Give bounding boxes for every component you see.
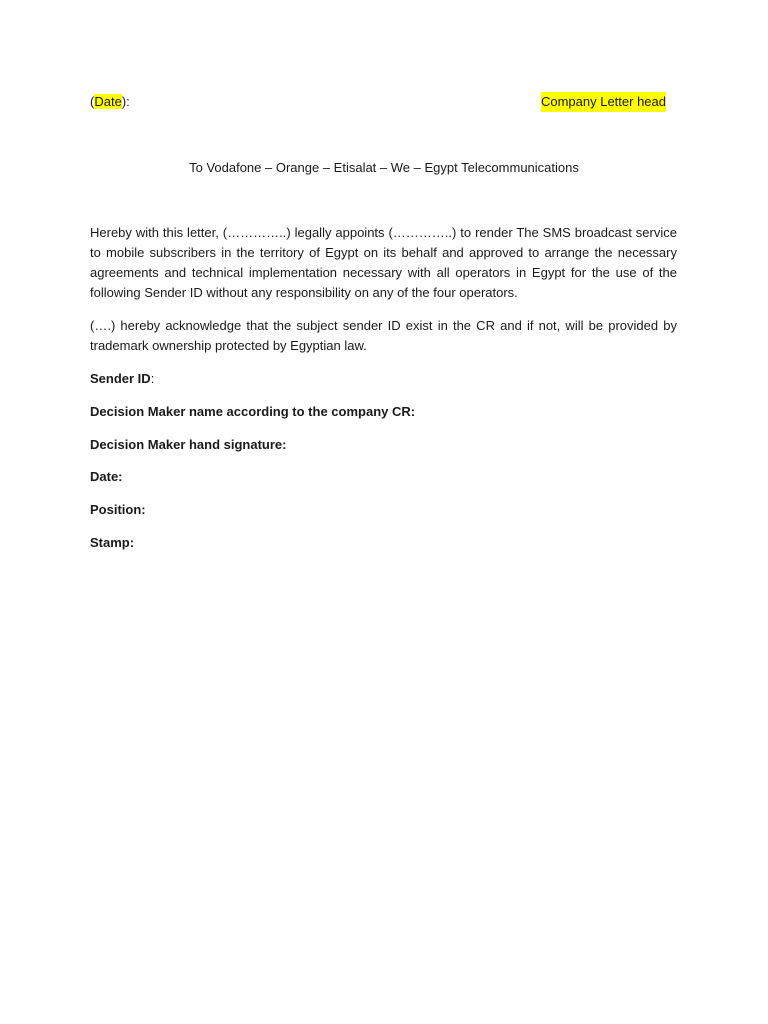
recipient-line: To Vodafone – Orange – Etisalat – We – Egypt Telecommunications <box>189 160 579 175</box>
sender-id-field <box>90 369 154 389</box>
stamp-field: Stamp: <box>90 535 135 550</box>
sender-id-colon: : <box>150 371 155 386</box>
company-letterhead-placeholder: Company Letter head <box>541 92 666 112</box>
hand-signature-field: Decision Maker hand signature: <box>90 437 287 452</box>
date-field: Date: <box>90 469 123 484</box>
decision-maker-name-field: Decision Maker name according to the company CR: <box>90 404 416 419</box>
sender-id-label: Sender ID <box>90 371 151 386</box>
date-open-paren: ( <box>90 94 95 109</box>
position-field: Position: <box>90 502 146 517</box>
date-label <box>90 92 130 112</box>
letter-header <box>90 92 670 112</box>
date-highlight: Date <box>94 94 122 109</box>
acknowledgement-paragraph: (….) hereby acknowledge that the subject sender ID exist in the CR and if not, will be provided by trademark ownership protected by Egyptian law. <box>90 318 677 353</box>
appointment-paragraph: Hereby with this letter, (…………..) legally appoints (…………..) to render The SMS broadcast service to mobile subscribers in the territory of Egypt on its behalf and approved to arrange the necessary agreements and technical implementation necessary with all operators in Egypt for the use of the following Sender ID without any responsibility on any of the four operators. <box>90 225 677 300</box>
date-close-paren: ): <box>121 94 130 109</box>
